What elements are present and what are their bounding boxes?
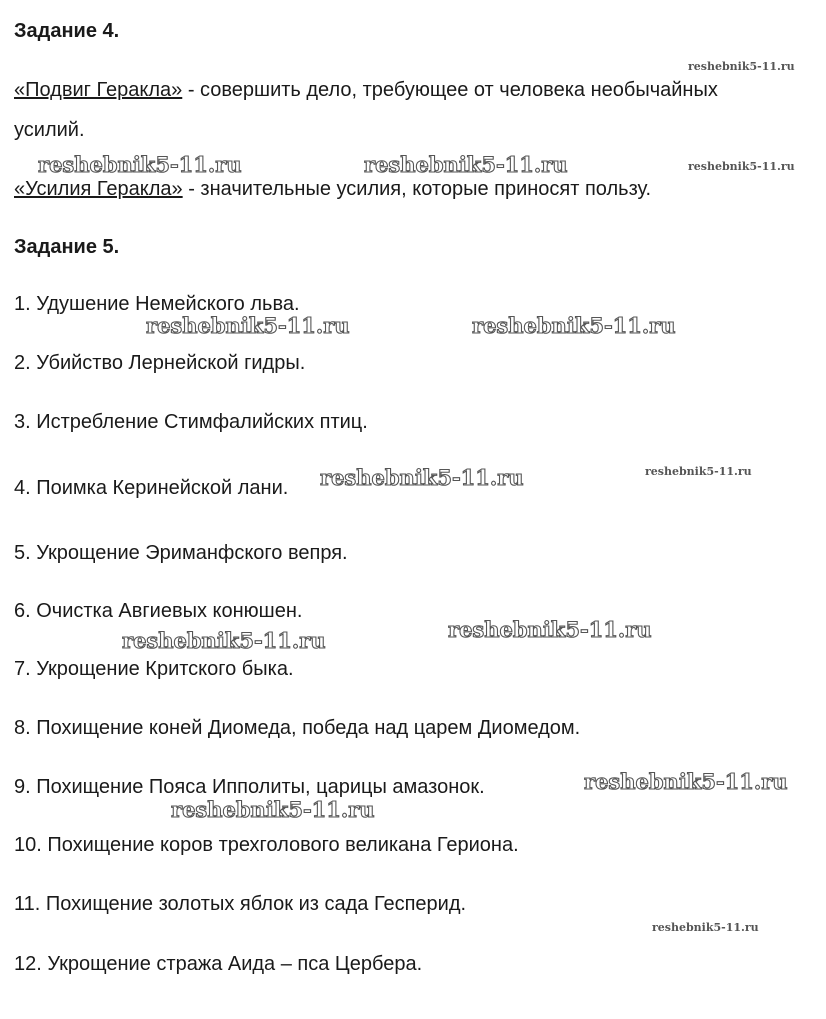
watermark: reshebnik5-11.ru xyxy=(146,313,350,338)
task5-item-1: 1. Удушение Немейского льва. xyxy=(14,293,300,315)
task5-item-2: 2. Убийство Лернейской гидры. xyxy=(14,352,306,374)
watermark: reshebnik5-11.ru xyxy=(584,769,788,794)
watermark: reshebnik5-11.ru xyxy=(320,465,524,490)
watermark: reshebnik5-11.ru xyxy=(38,152,242,177)
task5-item-9: 9. Похищение Пояса Ипполиты, царицы амазонок. xyxy=(14,776,485,798)
watermark: reshebnik5-11.ru xyxy=(448,617,652,642)
task5-item-6: 6. Очистка Авгиевых конюшен. xyxy=(14,600,303,622)
task5-item-11: 11. Похищение золотых яблок из сада Гесперид. xyxy=(14,893,467,915)
task5-item-8: 8. Похищение коней Диомеда, победа над царем Диомедом. xyxy=(14,717,581,739)
watermark: reshebnik5-11.ru xyxy=(688,160,795,173)
task4-line2-definition: - значительные усилия, которые приносят пользу. xyxy=(182,178,652,200)
task5-item-5: 5. Укрощение Эриманфского вепря. xyxy=(14,542,348,564)
task5-title: Задание 5. xyxy=(14,236,120,258)
watermark: reshebnik5-11.ru xyxy=(472,313,676,338)
task5-item-10: 10. Похищение коров трехголового великана Гериона. xyxy=(14,834,519,856)
task4-line1 xyxy=(14,78,718,102)
watermark: reshebnik5-11.ru xyxy=(364,152,568,177)
task4-line1-continuation: усилий. xyxy=(14,119,85,141)
watermark: reshebnik5-11.ru xyxy=(652,921,759,934)
task4-term-usilia: «Усилия Геракла» xyxy=(14,178,183,200)
task4-title: Задание 4. xyxy=(14,20,120,42)
task4-term-podvig: «Подвиг Геракла» xyxy=(14,79,183,101)
task5-item-7: 7. Укрощение Критского быка. xyxy=(14,658,294,680)
task4-line1-definition: - совершить дело, требующее от человека необычайных xyxy=(182,79,718,101)
task5-item-3: 3. Истребление Стимфалийских птиц. xyxy=(14,411,368,433)
task5-item-12: 12. Укрощение стража Аида – пса Цербера. xyxy=(14,953,423,975)
watermark: reshebnik5-11.ru xyxy=(688,60,795,73)
watermark: reshebnik5-11.ru xyxy=(171,797,375,822)
task4-line2 xyxy=(14,177,651,201)
watermark: reshebnik5-11.ru xyxy=(645,465,752,478)
task5-item-4: 4. Поимка Керинейской лани. xyxy=(14,477,289,499)
watermark: reshebnik5-11.ru xyxy=(122,628,326,653)
